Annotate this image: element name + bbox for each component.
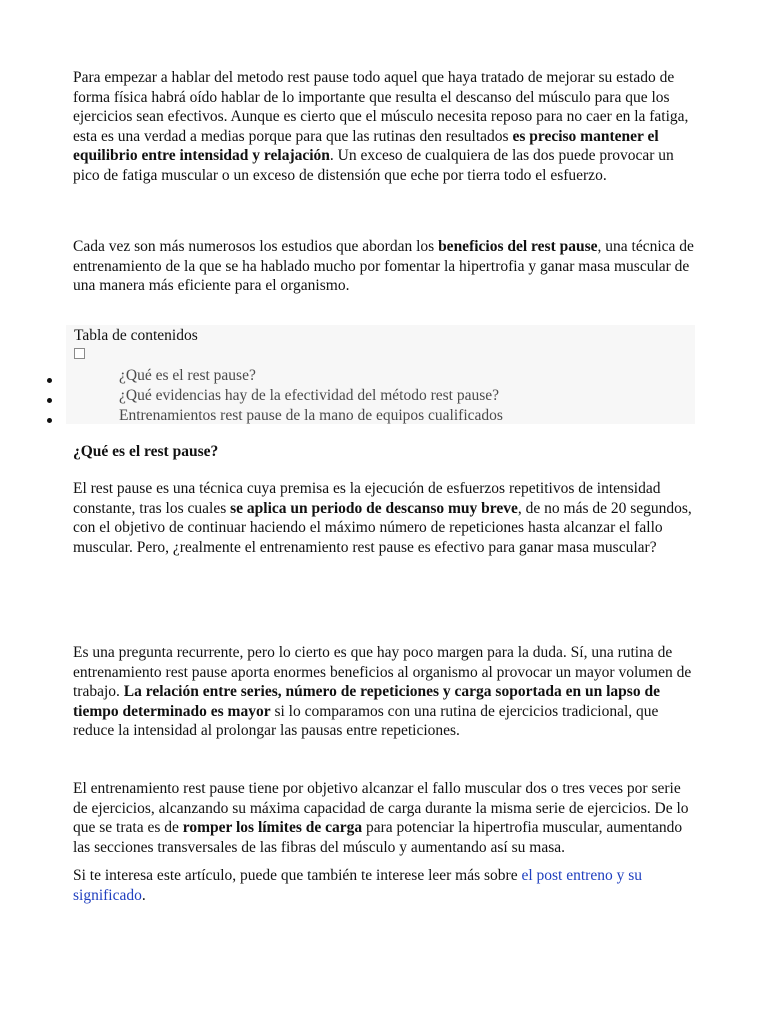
answer-paragraph — [73, 643, 698, 741]
toc-item-link[interactable]: ¿Qué evidencias hay de la efectividad del método rest pause? — [119, 387, 500, 404]
section-heading: ¿Qué es el rest pause? — [73, 443, 219, 460]
bold-text: La relación entre series, número de repeticiones y carga soportada en un lapso de tiempo determinado es mayor — [73, 683, 660, 720]
bullet-icon — [47, 418, 52, 423]
related-paragraph — [73, 866, 698, 905]
bold-text: se aplica un periodo de descanso muy breve — [230, 499, 518, 517]
objective-paragraph — [73, 779, 698, 857]
intro-paragraph — [73, 68, 698, 186]
bullet-icon — [47, 398, 52, 403]
toc-title: Tabla de contenidos — [74, 327, 198, 344]
text-run: si lo comparamos con una rutina de ejercicios tradicional, que reduce la intensidad al prolongar las pausas entre repeticiones. — [73, 702, 659, 740]
text-run: Es una pregunta recurrente, pero lo cierto es que hay poco margen para la duda. Sí, una rutina de entrenamiento rest pause aporta enormes beneficios al organismo al provocar un mayor volumen de trabajo. — [73, 644, 692, 701]
toc-item-link[interactable]: ¿Qué es el rest pause? — [119, 367, 256, 384]
post-entreno-link[interactable]: el post entreno y su significado — [73, 867, 643, 904]
toc-item-link[interactable]: Entrenamientos rest pause de la mano de equipos cualificados — [119, 407, 503, 424]
text-run: El rest pause es una técnica cuya premisa es la ejecución de esfuerzos repetitivos de intensidad constante, tras los cuales — [73, 480, 661, 517]
text-run: , de no más de 20 segundos, con el objetivo de continuar haciendo el máximo número de repeticiones hasta alcanzar el fallo muscular. Pero, ¿realmente el entrenamiento rest pause es efectivo para ganar masa muscular? — [73, 499, 692, 556]
bold-text: romper los límites de carga — [182, 819, 363, 837]
text-run: Si te interesa este artículo, puede que también te interese leer más sobre — [73, 867, 522, 884]
text-run: . Un exceso de cualquiera de las dos puede provocar un pico de fatiga muscular o un exceso de distensión que eche por tierra todo el esfuerzo. — [73, 147, 674, 184]
table-of-contents — [66, 325, 695, 424]
text-run: Para empezar a hablar del metodo rest pause todo aquel que haya tratado de mejorar su estado de forma física habrá oído hablar de lo importante que resulta el descanso del músculo para que los ejercicios sean efectivos. Aunque es cierto que el músculo necesita reposo para no caer en la fatiga, esta es una verdad a medias porque para que las rutinas den resultados — [73, 69, 689, 145]
text-run: , una técnica de entrenamiento de la que se ha hablado mucho por fomentar la hipertrofia y ganar masa muscular de una manera más eficiente para el organismo. — [73, 238, 694, 295]
text-run: El entrenamiento rest pause tiene por objetivo alcanzar el fallo muscular dos o tres veces por serie de ejercicios, alcanzando su máxima capacidad de carga durante la misma serie de ejercicios. De lo que se trata es de — [73, 780, 689, 837]
text-run: Cada vez son más numerosos los estudios que abordan los — [73, 238, 439, 255]
toc-toggle-checkbox[interactable] — [74, 348, 85, 359]
text-run: . — [141, 886, 146, 904]
definition-paragraph — [73, 479, 698, 557]
bold-text: beneficios del rest pause — [438, 238, 598, 255]
benefits-paragraph — [73, 237, 698, 296]
bullet-icon — [47, 378, 52, 383]
text-run: para potenciar la hipertrofia muscular, aumentando las secciones transversales de las fibras del músculo y aumentando así su masa. — [73, 819, 683, 856]
bold-text: es preciso mantener el equilibrio entre intensidad y relajación — [73, 127, 659, 165]
